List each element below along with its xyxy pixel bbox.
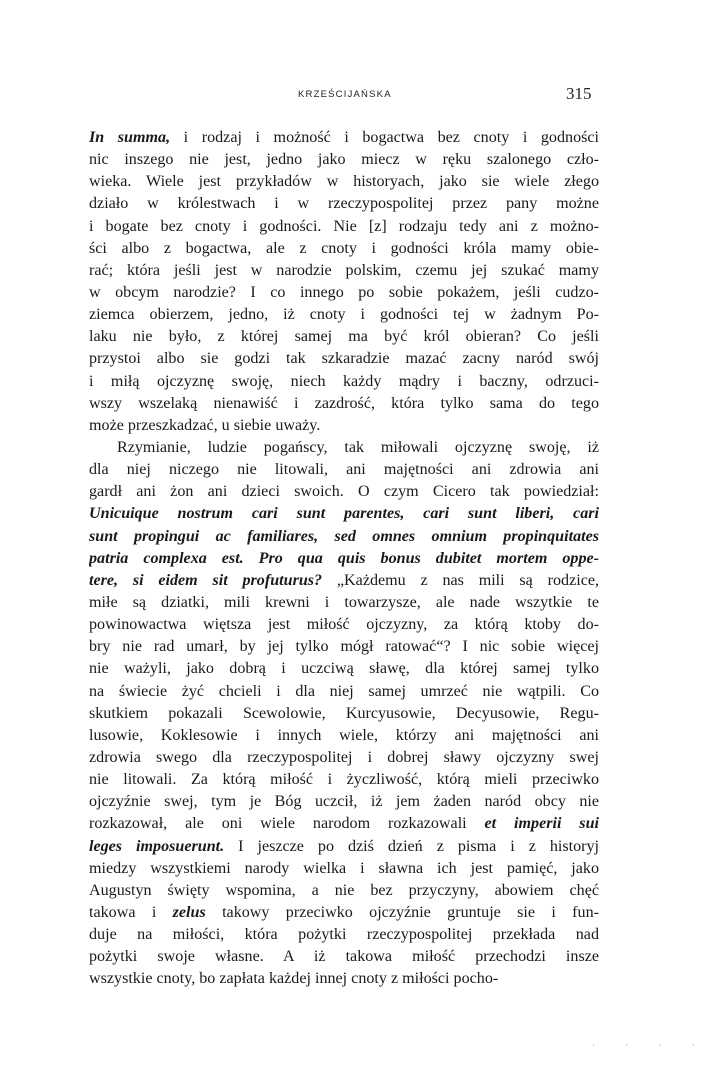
text-line bbox=[89, 437, 599, 459]
text-line bbox=[89, 836, 599, 858]
text-segment: w obcym narodzie? I co innego po sobie pokażem, jeśli cudzo- bbox=[89, 283, 599, 301]
text-line bbox=[89, 415, 599, 437]
text-segment: Augustyn święty wspomina, a nie bez przyczyny, abowiem chęć bbox=[89, 881, 599, 899]
page-number: 315 bbox=[566, 84, 592, 103]
text-line bbox=[89, 459, 599, 481]
text-line bbox=[89, 171, 599, 193]
text-line bbox=[89, 946, 599, 968]
italic-segment: leges imposuerunt. bbox=[89, 837, 225, 855]
text-segment: ści albo z bogactwa, ale z cnoty i godności króla mamy obie- bbox=[89, 239, 599, 257]
text-line bbox=[89, 526, 599, 548]
text-segment: wieka. Wiele jest przykładów w historyach, jako sie wiele złego bbox=[89, 173, 599, 191]
italic-segment: In summa, bbox=[89, 129, 171, 146]
text-segment: działo w królestwach i w rzeczypospolitej przez pany możne bbox=[89, 195, 599, 213]
italic-segment: Unicuique nostrum cari sunt parentes, cari sunt liberi, cari bbox=[89, 505, 599, 523]
text-line bbox=[89, 902, 599, 924]
running-head: KRZEŚCIJAŃSKA bbox=[298, 89, 392, 100]
italic-segment: patria complexa est. Pro qua quis bonus dubitet mortem oppe- bbox=[89, 549, 599, 567]
text-line bbox=[89, 570, 599, 592]
text-segment: nic inszego nie jest, jedno jako miecz w ręku szalonego czło- bbox=[89, 151, 599, 169]
text-segment: skutkiem pokazali Scewolowie, Kurcyusowie, Decyusowie, Regu- bbox=[89, 704, 599, 722]
text-line bbox=[89, 238, 599, 260]
italic-segment: zelus bbox=[172, 903, 206, 921]
text-segment: „Każdemu z nas mili są rodzice, bbox=[322, 571, 599, 589]
text-line bbox=[89, 304, 599, 326]
text-segment: i miłą ojczyznę swoję, niech każdy mądry i baczny, odrzuci- bbox=[89, 372, 599, 390]
text-line bbox=[89, 260, 599, 282]
italic-segment: tere, si eidem sit profuturus? bbox=[89, 571, 323, 589]
text-line bbox=[89, 481, 599, 503]
text-segment: Rzymianie, ludzie pogańscy, tak miłowali ojczyznę swoję, iż bbox=[117, 438, 599, 456]
text-line bbox=[89, 503, 599, 525]
text-segment: takowy przeciwko ojczyźnie gruntuje sie i fun- bbox=[205, 903, 599, 921]
text-line bbox=[89, 592, 599, 614]
text-line bbox=[89, 747, 599, 769]
text-line bbox=[89, 371, 599, 393]
body-text bbox=[89, 127, 599, 990]
scan-specks: · · · · bbox=[592, 1040, 709, 1050]
text-segment: nie litowali. Za którą miłość i życzliwość, którą mieli przeciwko bbox=[89, 771, 599, 789]
text-segment: na świecie żyć chcieli i dla niej samej umrzeć nie wątpili. Co bbox=[89, 682, 599, 700]
text-line bbox=[89, 813, 599, 835]
text-line bbox=[89, 282, 599, 304]
text-segment: dla niej niczego nie litowali, ani majętności ani zdrowia ani bbox=[89, 461, 599, 479]
text-segment: duje na miłości, która pożytki rzeczypospolitej przekłada nad bbox=[89, 926, 599, 944]
text-line bbox=[89, 769, 599, 791]
text-line bbox=[89, 149, 599, 171]
text-line bbox=[89, 348, 599, 370]
text-segment: przystoi albo sie godzi tak szkaradzie mazać zacny naród swój bbox=[89, 350, 599, 368]
text-segment: powinowactwa więtsza jest miłość ojczyzny, za którą ktoby do- bbox=[89, 616, 599, 634]
text-segment: i rodzaj i możność i bogactwa bez cnoty i godności bbox=[170, 129, 599, 146]
text-segment: wszy wszelaką nienawiść i zazdrość, która tylko sama do tego bbox=[89, 394, 599, 412]
text-line bbox=[89, 924, 599, 946]
text-segment: rozkazował, ale oni wiele narodom rozkazowali bbox=[89, 815, 485, 833]
text-segment: bry nie rad umarł, by jej tylko mógł ratować“? I nic sobie więcej bbox=[89, 638, 599, 656]
text-line bbox=[89, 127, 599, 149]
text-line bbox=[89, 858, 599, 880]
text-line bbox=[89, 548, 599, 570]
text-line bbox=[89, 326, 599, 348]
text-line bbox=[89, 216, 599, 238]
text-line bbox=[89, 725, 599, 747]
text-segment: miłe są dziatki, mili krewni i towarzysze, ale nade wszytkie te bbox=[89, 593, 599, 611]
text-segment: ojczyźnie swej, tym je Bóg uczcił, iż jem żaden naród obcy nie bbox=[89, 793, 599, 811]
text-line bbox=[89, 193, 599, 215]
text-segment: laku nie było, z której samej ma być król obieran? Co jeśli bbox=[89, 328, 599, 346]
text-segment: zdrowia swego dla rzeczypospolitej i dobrej sławy ojczyzny swej bbox=[89, 748, 599, 766]
text-line bbox=[89, 968, 599, 990]
text-segment: I jeszcze po dziś dzień z pisma i z historyj bbox=[224, 837, 599, 855]
text-line bbox=[89, 614, 599, 636]
text-segment: nie ważyli, jako dobrą i uczciwą sławę, dla której samej tylko bbox=[89, 660, 599, 678]
text-segment: gardł ani żon ani dzieci swoich. O czym Cicero tak powiedział: bbox=[89, 483, 599, 501]
text-segment: i bogate bez cnoty i godności. Nie [z] rodzaju tedy ani z możno- bbox=[89, 217, 599, 235]
text-segment: może przeszkadzać, u siebie uważy. bbox=[89, 416, 321, 434]
text-segment: miedzy wszystkiemi narody wielka i sławna ich jest pamięć, jako bbox=[89, 859, 599, 877]
text-segment: pożytki swoje własne. A iż takowa miłość przechodzi insze bbox=[89, 948, 599, 966]
text-segment: wszystkie cnoty, bo zapłata każdej innej cnoty z miłości pocho- bbox=[89, 970, 499, 988]
italic-segment: sunt propingui ac familiares, sed omnes omnium propinquitates bbox=[89, 527, 599, 545]
text-line bbox=[89, 681, 599, 703]
text-line bbox=[89, 393, 599, 415]
text-line bbox=[89, 658, 599, 680]
text-segment: rać; która jeśli jest w narodzie polskim, czemu jej szukać mamy bbox=[89, 261, 599, 279]
text-line bbox=[89, 791, 599, 813]
text-line bbox=[89, 880, 599, 902]
text-segment: takowa i bbox=[89, 903, 173, 921]
text-line bbox=[89, 636, 599, 658]
text-segment: lusowie, Koklesowie i innych wiele, którzy ani majętności ani bbox=[89, 726, 599, 744]
italic-segment: et imperii sui bbox=[484, 815, 599, 833]
text-line bbox=[89, 703, 599, 725]
text-segment: ziemca obierzem, jedno, iż cnoty i godności tej w żadnym Po- bbox=[89, 306, 599, 324]
